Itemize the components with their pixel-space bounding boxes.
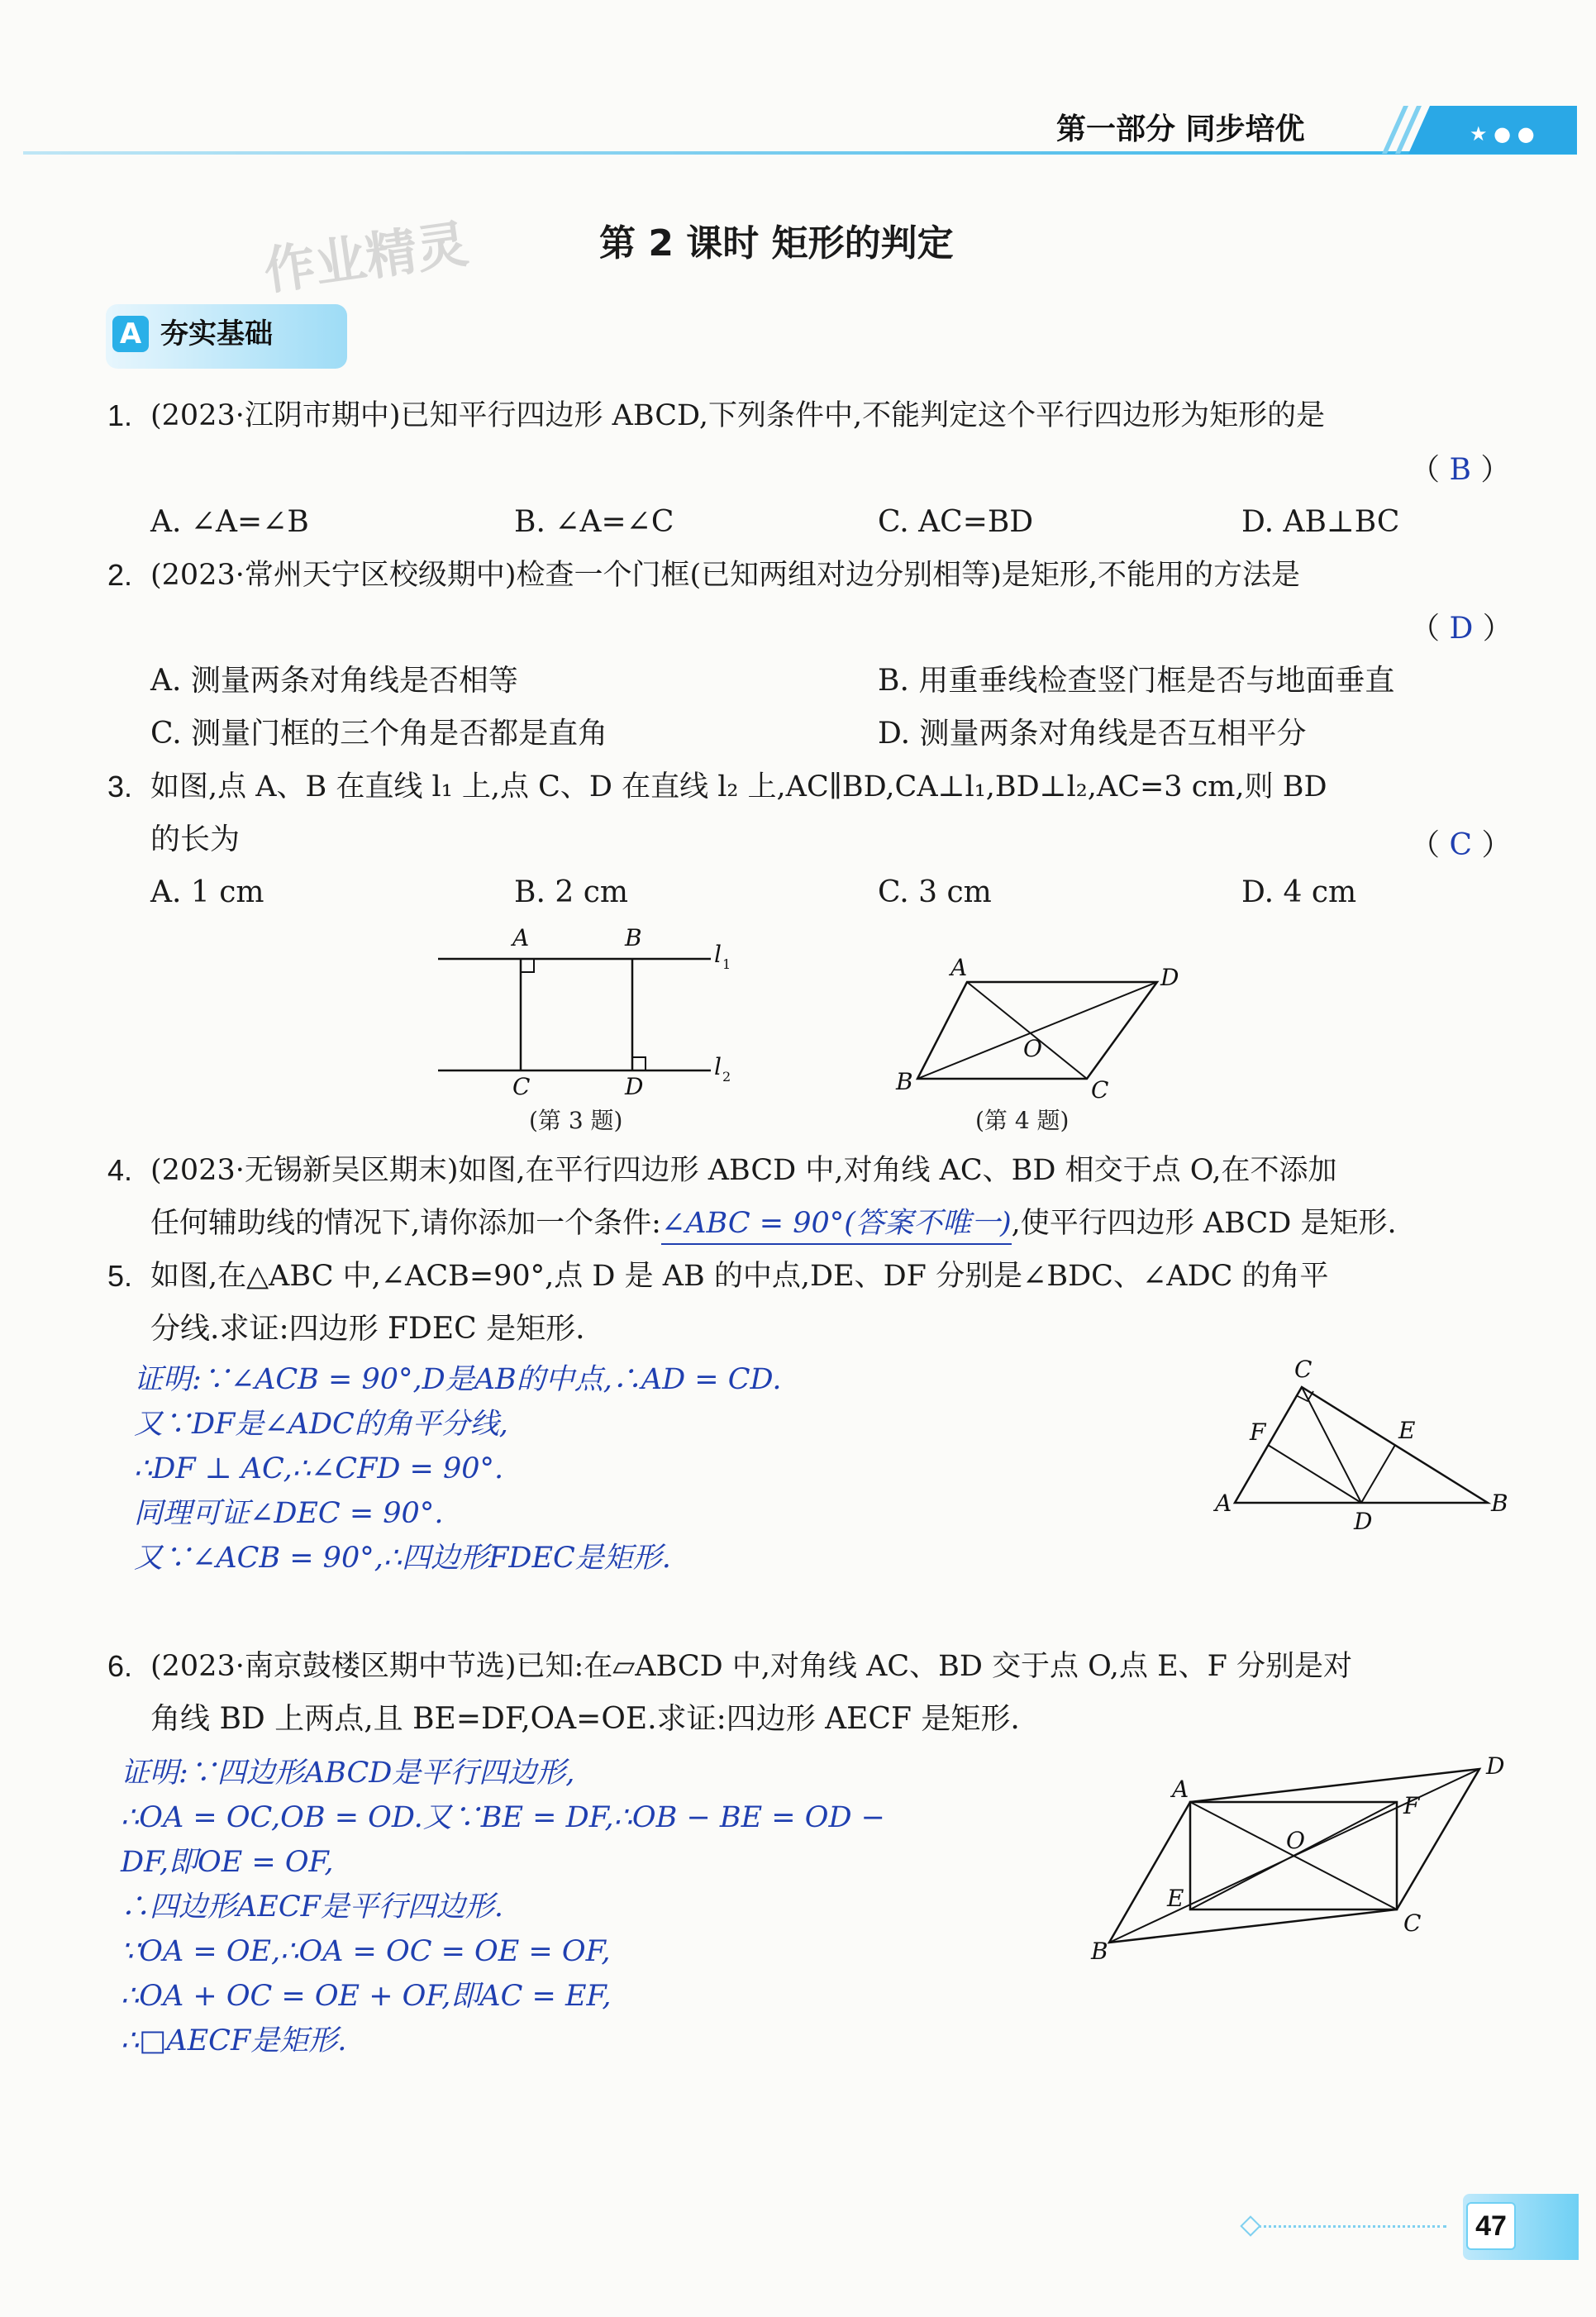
fig5-label-e: E [1398,1417,1416,1444]
fig6-label-f: F [1403,1792,1420,1819]
q5-proof-line-4: 同理可证∠DEC = 90°. [134,1497,444,1530]
q6-proof-line-5: ∵OA = OE,∴OA = OC = OE = OF, [121,1935,611,1968]
q6-proof-line-2: ∴OA = OC,OB = OD.又∵BE = DF,∴OB − BE = OD − [121,1801,885,1834]
q2-answer-bracket: （ D ） [1410,612,1513,646]
q5-line2: 分线.求证:四边形 FDEC 是矩形. [150,1312,585,1346]
q3-number: 3. [107,770,133,803]
fig4-label-c: C [1091,1076,1109,1104]
fig4-caption: (第 4 题) [975,1107,1070,1134]
q4-line2 [150,1197,1397,1250]
fig3-label-b: B [625,926,642,951]
q2-answer: D [1449,612,1474,646]
q5-proof-line-3: ∴DF ⊥ AC,∴∠CFD = 90°. [134,1452,504,1485]
q6-proof-line-6: ∴OA + OC = OE + OF,即AC = EF, [121,1980,612,2013]
q4-line1: (2023·无锡新吴区期末)如图,在平行四边形 ABCD 中,对角线 AC、BD 相交于点 O,在不添加 [150,1154,1337,1187]
q2-option-d: D. 测量两条对角线是否互相平分 [878,717,1307,751]
fig3-label-l1: l [714,941,722,968]
section-badge [106,304,347,369]
q2-option-b: B. 用重垂线检查竖门框是否与地面垂直 [878,664,1395,698]
q3-option-b: B. 2 cm [514,875,628,909]
q3-line1: 如图,点 A、B 在直线 l₁ 上,点 C、D 在直线 l₂ 上,AC∥BD,CA⊥l₁,BD⊥l₂,AC=3 cm,则 BD [150,770,1327,803]
q6-proof-line-7: ∴□AECF是矩形. [121,2024,347,2057]
fig5-label-f: F [1250,1418,1266,1446]
header-rule [23,151,1577,155]
watermark: 作业精灵 [260,213,472,302]
q1-answer-bracket: （ B ） [1410,453,1511,487]
q5-proof-line-2: 又∵DF是∠ADC的角平分线, [134,1408,508,1441]
q5-proof-line-1: 证明:∵∠ACB = 90°,D是AB的中点,∴AD = CD. [134,1363,782,1396]
q6-proof-line-1: 证明:∵四边形ABCD是平行四边形, [121,1757,575,1790]
footer-diamond-icon [1240,2215,1260,2236]
q3-option-a: A. 1 cm [150,875,264,909]
page-number: 47 [1466,2202,1516,2250]
fig3-label-l2-sub: 2 [722,1069,731,1085]
fig4-label-o: O [1023,1035,1042,1062]
svg-text:★ ● ●: ★ ● ● [1470,122,1535,145]
q3-line2: 的长为 [150,822,241,856]
q5-number: 5. [107,1259,133,1293]
q2-option-a: A. 测量两条对角线是否相等 [150,664,518,698]
fig5-label-c: C [1294,1356,1313,1383]
q1-option-c: C. AC=BD [878,505,1034,539]
q4-line2-pre: 任何辅助线的情况下,请你添加一个条件: [150,1207,661,1240]
fig6-label-c: C [1403,1909,1422,1937]
q6-number: 6. [107,1649,133,1683]
fig4-label-b: B [896,1068,913,1095]
fig6-label-a: A [1172,1776,1189,1803]
q1-number: 1. [107,398,133,432]
q3-answer-bracket: （ C ） [1410,828,1512,862]
q1-option-d: D. AB⊥BC [1241,505,1400,539]
figure-q6 [1083,1744,1529,1979]
section-title: 夯实基础 [160,317,273,350]
fig4-label-d: D [1160,964,1179,991]
q6-proof-line-3: DF,即OE = OF, [121,1846,334,1879]
q4-answer: ∠ABC = 90°(答案不唯一) [661,1204,1012,1245]
figure-q5 [1207,1356,1521,1549]
q1-text: (2023·江阴市期中)已知平行四边形 ABCD,下列条件中,不能判定这个平行四边形为矩形的是 [150,399,1326,432]
q5-line1: 如图,在△ABC 中,∠ACB=90°,点 D 是 AB 的中点,DE、DF 分别是∠BDC、∠ADC 的角平 [150,1260,1329,1293]
section-letter: A [112,316,149,352]
q3-answer: C [1449,828,1472,862]
fig6-label-e: E [1167,1885,1184,1912]
header-part-label: 第一部分 同步培优 [1056,112,1305,146]
q4-line2-post: ,使平行四边形 ABCD 是矩形. [1011,1207,1397,1240]
q3-option-d: D. 4 cm [1241,875,1357,909]
fig3-label-l2: l [714,1053,722,1080]
footer-dotted-line [1248,2225,1446,2228]
header-stripes-icon [1370,106,1577,159]
q6-line1: (2023·南京鼓楼区期中节选)已知:在▱ABCD 中,对角线 AC、BD 交于点 O,点 E、F 分别是对 [150,1650,1353,1683]
fig3-label-c: C [512,1073,531,1100]
q4-number: 4. [107,1153,133,1187]
q2-option-c: C. 测量门框的三个角是否都是直角 [150,717,608,751]
figure-q4 [884,951,1190,1111]
fig3-label-a: A [512,926,530,951]
q3-option-c: C. 3 cm [878,875,992,909]
fig4-label-a: A [950,954,968,981]
fig3-caption: (第 3 题) [529,1107,623,1134]
q1-option-b: B. ∠A=∠C [514,505,674,539]
q2-number: 2. [107,558,133,592]
q1-answer: B [1449,453,1471,487]
fig6-label-b: B [1091,1938,1108,1965]
q2-text: (2023·常州天宁区校级期中)检查一个门框(已知两组对边分别相等)是矩形,不能用的方法是 [150,559,1300,592]
fig5-label-a: A [1215,1490,1232,1517]
q6-line2: 角线 BD 上两点,且 BE=DF,OA=OE.求证:四边形 AECF 是矩形. [150,1702,1020,1736]
q5-proof-line-5: 又∵∠ACB = 90°,∴四边形FDEC是矩形. [134,1542,671,1575]
fig3-label-l1-sub: 1 [722,956,731,972]
lesson-title: 第 2 课时 矩形的判定 [599,222,954,265]
fig6-label-d: D [1486,1752,1505,1780]
fig6-label-o: O [1286,1827,1305,1854]
fig3-label-d: D [625,1073,644,1100]
q1-option-a: A. ∠A=∠B [150,505,309,539]
fig5-label-b: B [1491,1490,1508,1517]
q6-proof-line-4: ∴四边形AECF是平行四边形. [121,1890,504,1924]
fig5-label-d: D [1354,1508,1373,1535]
